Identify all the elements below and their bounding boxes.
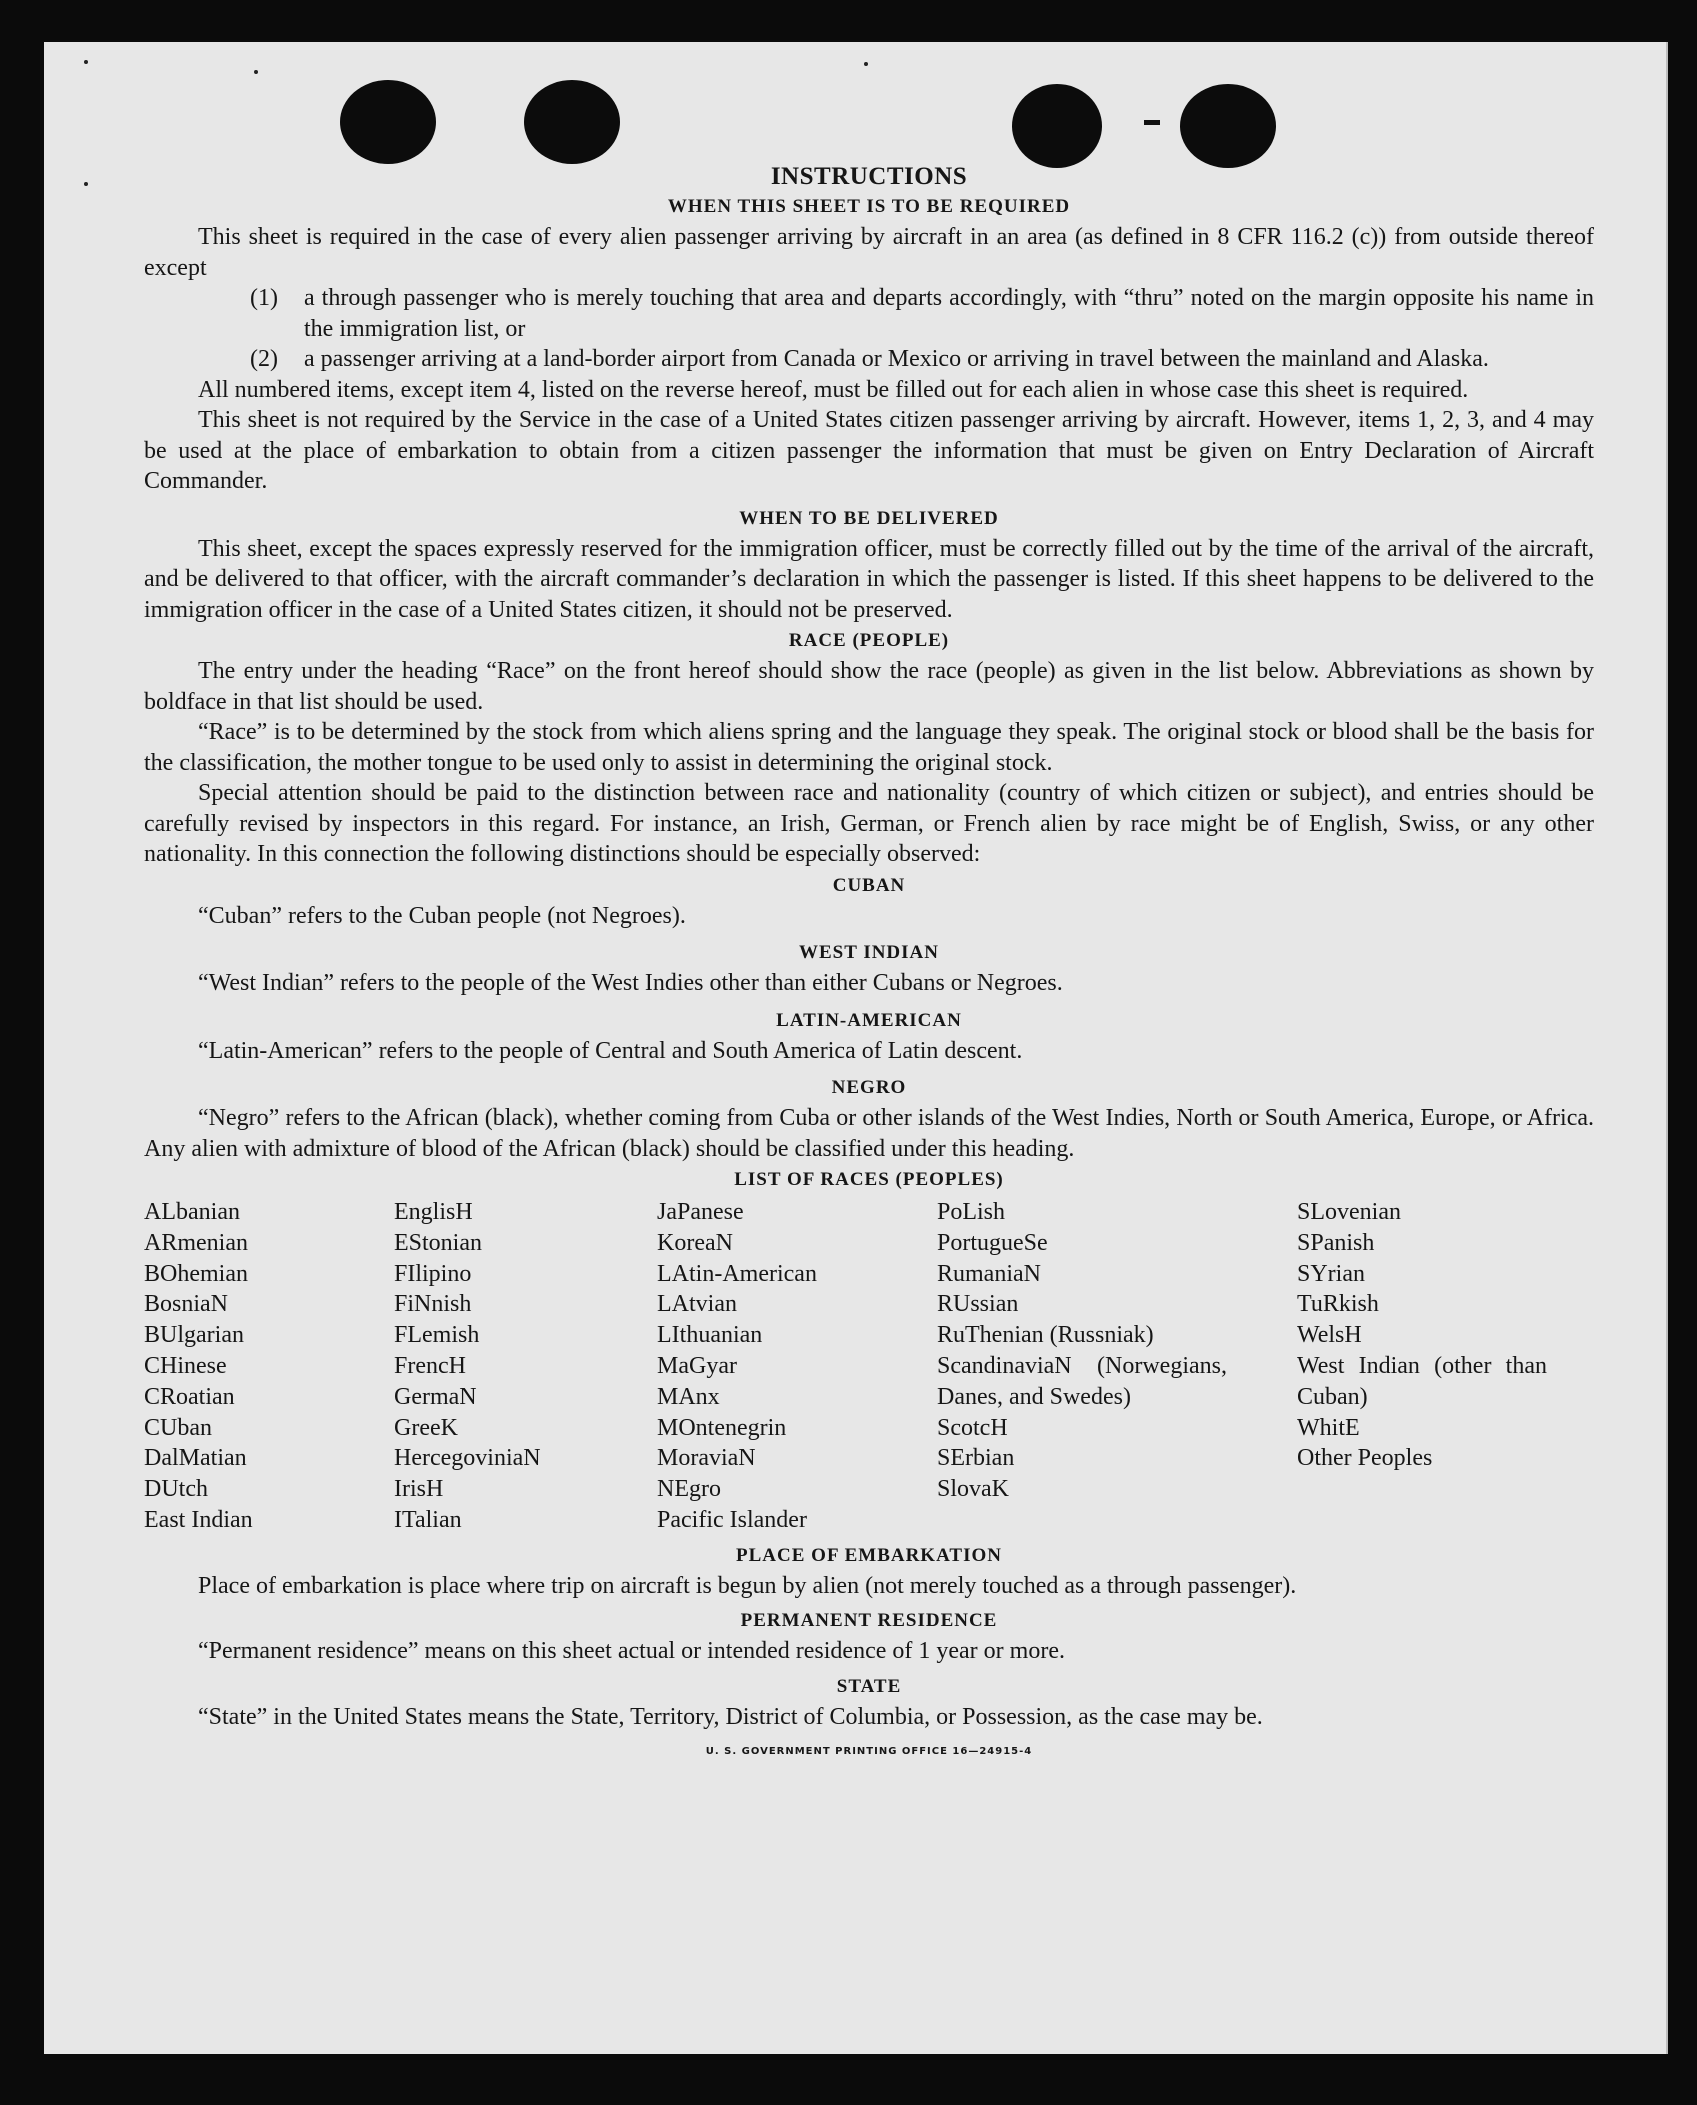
race-item: ARmenian <box>144 1229 248 1256</box>
race-item: CHinese <box>144 1352 227 1379</box>
race-item: WelsH <box>1297 1322 1362 1349</box>
section-heading: LATIN-AMERICAN <box>776 1009 962 1031</box>
race-item: ITalian <box>394 1506 462 1533</box>
race-item: EnglisH <box>394 1199 473 1225</box>
race-item: ALbanian <box>144 1199 240 1225</box>
race-item: CUban <box>144 1414 212 1441</box>
race-column <box>937 1197 1297 1536</box>
instructions-content <box>144 117 1594 1757</box>
race-item: SlovaK <box>937 1476 1009 1503</box>
race-item: ScandinaviaN (Norwegians, Danes, and Swedes) <box>937 1352 1227 1410</box>
paragraph: “Race” is to be determined by the stock from which aliens spring and the language they speak. The original stock or blood shall be the basis for the classification, the mother tongue to be used only to assist in determining the original stock. <box>144 719 1594 776</box>
paragraph: “Cuban” refers to the Cuban people (not Negroes). <box>198 902 686 929</box>
race-item: BosniaN <box>144 1291 228 1318</box>
item-text: a passenger arriving at a land-border airport from Canada or Mexico or arriving in travel between the mainland and Alaska. <box>304 346 1489 372</box>
race-item: West Indian (other than Cuban) <box>1297 1352 1547 1410</box>
race-item: BUlgarian <box>144 1322 244 1349</box>
list-item <box>144 344 1594 375</box>
section-heading: STATE <box>836 1675 902 1697</box>
item-text: a through passenger who is merely touching that area and departs accordingly, with “thru” noted on the margin opposite his name in the immigration list, or <box>304 285 1594 342</box>
race-item: NEgro <box>657 1476 721 1503</box>
race-item: FiNnish <box>394 1291 472 1318</box>
race-item: Other Peoples <box>1297 1445 1433 1472</box>
section-heading: RACE (PEOPLE) <box>788 630 950 651</box>
race-item: Pacific Islander <box>657 1506 807 1533</box>
race-item: PoLish <box>937 1199 1006 1225</box>
race-item: DalMatian <box>144 1445 247 1472</box>
race-item: LIthuanian <box>657 1322 763 1349</box>
paragraph: “Negro” refers to the African (black), whether coming from Cuba or other islands of the West Indies, North or South America, Europe, or Africa. Any alien with admixture of blood of the African (black) should be classified under this heading. <box>144 1105 1594 1162</box>
race-item: TuRkish <box>1297 1291 1379 1318</box>
list-item <box>144 283 1594 344</box>
race-item: HercegoviniaN <box>394 1445 541 1472</box>
printing-office-footer: U. S. GOVERNMENT PRINTING OFFICE 16—24915-4 <box>705 1746 1033 1758</box>
race-item: SErbian <box>937 1445 1015 1472</box>
race-item: LAtin-American <box>657 1260 817 1287</box>
paragraph: “Latin-American” refers to the people of Central and South America of Latin descent. <box>198 1037 1023 1064</box>
paragraph: Special attention should be paid to the distinction between race and nationality (country of which citizen or subject), and entries should be carefully revised by inspectors in this regard. For instance, an Irish, German, or French alien by race might be of English, Swiss, or any other nationality. In this connection the following distinctions should be especially observed: <box>144 780 1594 867</box>
paragraph: All numbered items, except item 4, listed on the reverse hereof, must be filled out for each alien in whose case this sheet is required. <box>198 376 1469 403</box>
section-heading: WHEN TO BE DELIVERED <box>739 507 999 529</box>
race-item: SPanish <box>1297 1229 1375 1256</box>
paragraph: This sheet is required in the case of every alien passenger arriving by aircraft in an area (as defined in 8 CFR 116.2 (c)) from outside thereof except <box>144 224 1594 281</box>
race-item: SLovenian <box>1297 1199 1401 1225</box>
speck <box>84 60 88 64</box>
race-list <box>144 1197 1594 1536</box>
race-item: MAnx <box>657 1383 720 1410</box>
race-item: FIlipino <box>394 1260 472 1287</box>
race-item: JaPanese <box>657 1199 744 1225</box>
section-heading: CUBAN <box>832 874 906 896</box>
race-item: KoreaN <box>657 1229 733 1256</box>
race-item: PortugueSe <box>937 1229 1048 1256</box>
race-item: EStonian <box>394 1229 482 1256</box>
section-heading: WEST INDIAN <box>799 942 939 963</box>
race-column <box>1297 1197 1557 1536</box>
race-item: MOntenegrin <box>657 1414 787 1441</box>
race-item: RumaniaN <box>937 1260 1041 1287</box>
race-item: WhitE <box>1297 1414 1360 1441</box>
race-item: BOhemian <box>144 1260 248 1287</box>
section-heading: WHEN THIS SHEET IS TO BE REQUIRED <box>667 196 1071 217</box>
race-item: RUssian <box>937 1291 1019 1318</box>
race-item: GermaN <box>394 1383 477 1410</box>
race-column <box>657 1197 937 1536</box>
paragraph: The entry under the heading “Race” on the front hereof should show the race (people) as given in the list below. Abbreviations as shown by boldface in that list should be used. <box>144 658 1594 715</box>
race-item: DUtch <box>144 1476 208 1503</box>
paragraph: “Permanent residence” means on this sheet actual or intended residence of 1 year or more. <box>198 1638 1065 1665</box>
race-item: RuThenian (Russniak) <box>937 1322 1154 1349</box>
paragraph: Place of embarkation is place where trip on aircraft is begun by alien (not merely touched as a through passenger). <box>198 1572 1297 1599</box>
page-title: INSTRUCTIONS <box>770 163 968 190</box>
race-item: East Indian <box>144 1506 253 1533</box>
item-number: (2) <box>250 346 278 372</box>
race-column <box>144 1197 394 1536</box>
paragraph: “State” in the United States means the State, Territory, District of Columbia, or Possession, as the case may be. <box>198 1703 1263 1730</box>
race-item: MaGyar <box>657 1352 737 1379</box>
speck <box>84 182 88 186</box>
race-item: LAtvian <box>657 1291 737 1318</box>
paragraph: This sheet, except the spaces expressly reserved for the immigration officer, must be correctly filled out by the time of the arrival of the aircraft, and be delivered to that officer, with the aircraft commander’s declaration in which the passenger is listed. If this sheet happens to be delivered to the immigration officer in the case of a United States citizen, it should not be preserved. <box>144 535 1594 623</box>
paragraph: This sheet is not required by the Service in the case of a United States citizen passenger arriving by aircraft. However, items 1, 2, 3, and 4 may be used at the place of embarkation to obtain from a citizen passenger the information that must be given on Entry Declaration of Aircraft Commander. <box>144 407 1594 494</box>
speck <box>864 62 868 66</box>
speck <box>254 70 258 74</box>
section-heading: LIST OF RACES (PEOPLES) <box>734 1169 1004 1190</box>
race-item: ScotcH <box>937 1414 1008 1441</box>
paragraph: “West Indian” refers to the people of the West Indies other than either Cubans or Negroes. <box>198 970 1063 996</box>
race-item: SYrian <box>1297 1260 1365 1287</box>
document-sheet <box>44 42 1668 2054</box>
section-heading: PERMANENT RESIDENCE <box>740 1610 998 1632</box>
race-item: FrencH <box>394 1352 466 1379</box>
race-item: MoraviaN <box>657 1445 756 1472</box>
race-item: CRoatian <box>144 1383 235 1410</box>
race-item: FLemish <box>394 1322 480 1349</box>
item-number: (1) <box>250 285 278 311</box>
race-item: GreeK <box>394 1414 458 1441</box>
section-heading: PLACE OF EMBARKATION <box>736 1544 1002 1566</box>
race-item: IrisH <box>394 1476 444 1503</box>
section-heading: NEGRO <box>831 1077 907 1098</box>
race-column <box>394 1197 657 1536</box>
